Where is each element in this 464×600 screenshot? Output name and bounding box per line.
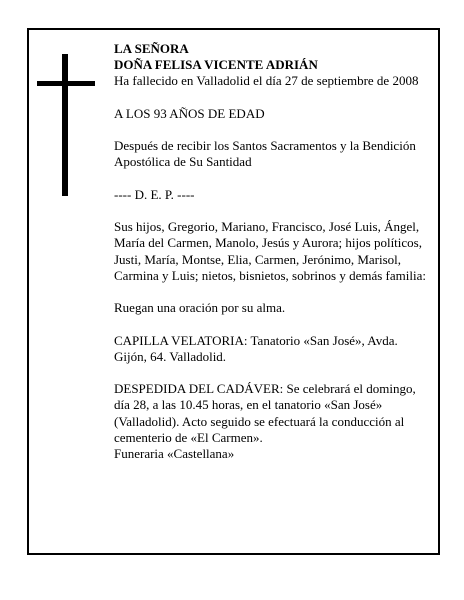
prayer-request: Ruegan una oración por su alma. xyxy=(114,300,286,316)
death-statement: Ha fallecido en Valladolid el día 27 de septiembre de 2008 xyxy=(114,73,419,89)
sacraments-statement: Después de recibir los Santos Sacramentos y la Bendición Apostólica de Su Santidad xyxy=(114,138,416,170)
obituary-text xyxy=(114,41,430,462)
age-statement: A LOS 93 AÑOS DE EDAD xyxy=(114,105,265,121)
cross-horizontal-bar xyxy=(37,81,95,86)
rip-line: ---- D. E. P. ---- xyxy=(114,186,195,202)
funeral-home: Funeraria «Castellana» xyxy=(114,445,235,461)
cross-vertical-bar xyxy=(62,54,68,196)
title-line: LA SEÑORA xyxy=(114,41,189,56)
family-list: Sus hijos, Gregorio, Mariano, Francisco, José Luis, Ángel, María del Carmen, Manolo, Jesús y Aurora; hijos políticos, Justi, María, Montse, Elia, Carmen, Jerónimo, Marisol, Carmina y Luis; nietos, bisnietos, sobrinos y demás familia: xyxy=(114,219,426,283)
deceased-name: DOÑA FELISA VICENTE ADRIÁN xyxy=(114,57,318,73)
chapel-info: CAPILLA VELATORIA: Tanatorio «San José», Avda. Gijón, 64. Valladolid. xyxy=(114,332,398,364)
farewell-info: DESPEDIDA DEL CADÁVER: Se celebrará el domingo, día 28, a las 10.45 horas, en el tanatorio «San José» (Valladolid). Acto seguido se efectuará la conducción al cementerio de «El Carmen». xyxy=(114,381,416,445)
